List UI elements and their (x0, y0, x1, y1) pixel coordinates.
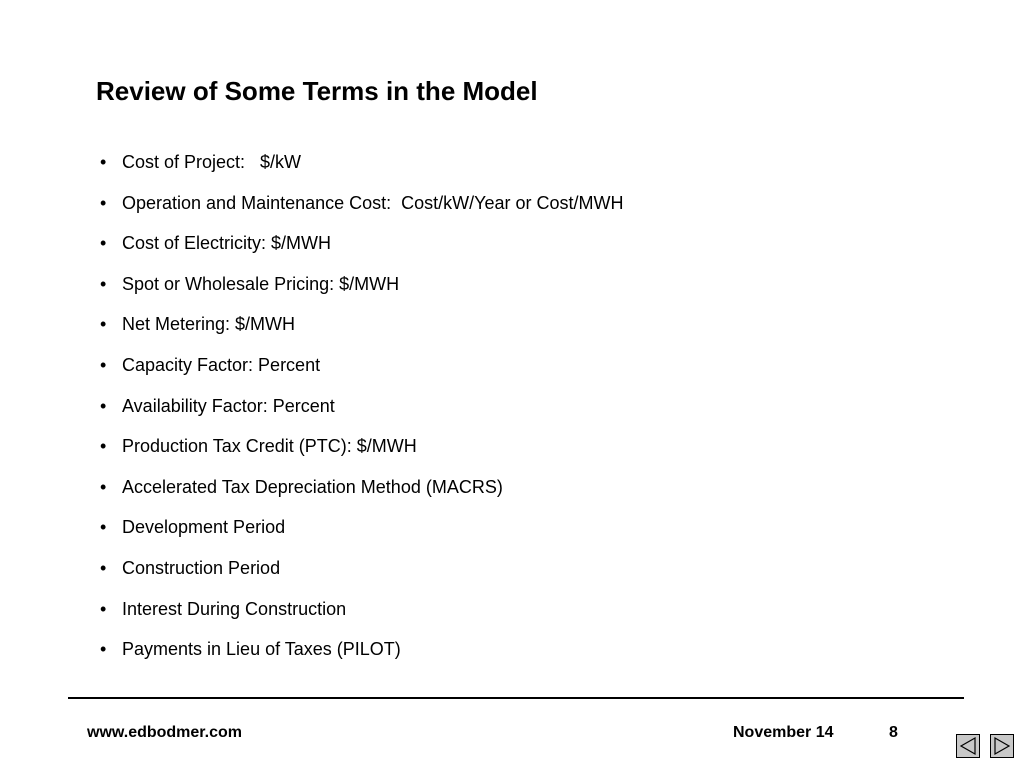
bullet-marker: • (100, 557, 107, 578)
bullet-item-development-period (100, 515, 624, 556)
bullet-item-cost-of-electricity (100, 231, 624, 272)
bullet-marker: • (100, 598, 107, 619)
bullet-marker: • (100, 192, 107, 213)
footer-date: November 14 (733, 724, 834, 741)
bullet-item-net-metering (100, 312, 624, 353)
bullet-text: Interest During Construction (122, 598, 347, 619)
page-number: 8 (889, 724, 898, 741)
bullet-item-interest-during-construction (100, 597, 624, 638)
bullet-text: Operation and Maintenance Cost: Cost/kW/Year or Cost/MWH (122, 192, 624, 213)
bullet-item-construction-period (100, 556, 624, 597)
bullet-item-availability-factor (100, 394, 624, 435)
triangle-left-icon (957, 735, 979, 757)
bullet-item-spot-pricing (100, 272, 624, 313)
bullet-item-macrs (100, 475, 624, 516)
bullet-item-capacity-factor (100, 353, 624, 394)
bullet-marker: • (100, 639, 107, 660)
triangle-right-icon (991, 735, 1013, 757)
bullet-item-production-tax-credit (100, 434, 624, 475)
bullet-item-om-cost (100, 191, 624, 232)
bullet-marker: • (100, 436, 107, 457)
bullet-marker: • (100, 517, 107, 538)
bullet-item-cost-of-project (100, 150, 624, 191)
bullet-text: Payments in Lieu of Taxes (PILOT) (122, 639, 401, 660)
bullet-text: Cost of Electricity: $/MWH (122, 233, 332, 254)
next-slide-button[interactable] (990, 734, 1014, 758)
footer-divider (68, 697, 964, 699)
bullet-marker: • (100, 354, 107, 375)
previous-slide-button[interactable] (956, 734, 980, 758)
bullet-text: Cost of Project: $/kW (122, 152, 302, 172)
bullet-marker: • (100, 395, 107, 416)
bullet-text: Availability Factor: Percent (122, 395, 335, 416)
bullet-list (100, 150, 624, 678)
bullet-item-pilot (100, 637, 624, 678)
bullet-marker: • (100, 476, 107, 497)
bullet-marker: • (100, 152, 107, 172)
slide-title: Review of Some Terms in the Model (96, 76, 538, 106)
bullet-marker: • (100, 273, 107, 294)
footer-website: www.edbodmer.com (87, 724, 242, 741)
bullet-marker: • (100, 233, 107, 254)
bullet-marker: • (100, 314, 107, 335)
bullet-text: Construction Period (122, 557, 281, 578)
bullet-text: Development Period (122, 517, 286, 538)
bullet-text: Capacity Factor: Percent (122, 354, 321, 375)
bullet-text: Accelerated Tax Depreciation Method (MACRS) (122, 476, 503, 497)
bullet-text: Net Metering: $/MWH (122, 314, 296, 335)
bullet-text: Spot or Wholesale Pricing: $/MWH (122, 273, 400, 294)
bullet-text: Production Tax Credit (PTC): $/MWH (122, 436, 417, 457)
